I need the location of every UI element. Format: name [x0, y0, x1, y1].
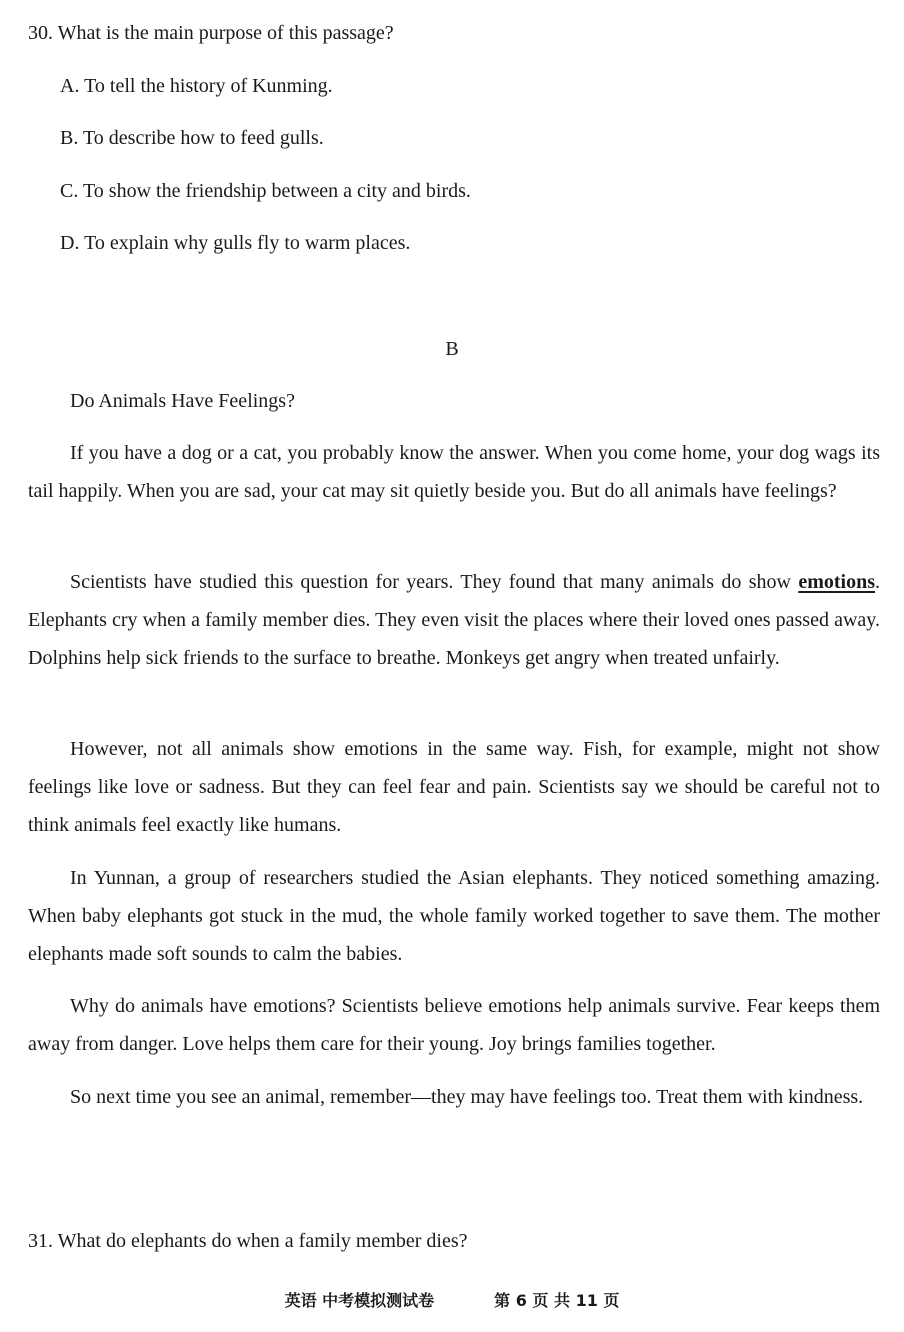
passage-paragraph-1: If you have a dog or a cat, you probably know the answer. When you come home, your dog wags its tail happily. When you are sad, your cat may sit quietly beside you. But do all animals have feelings? — [28, 442, 880, 502]
passage-paragraph-2 — [28, 563, 880, 677]
passage-paragraph-3: However, not all animals show emotions in the same way. Fish, for example, might not show feelings like love or sadness. But they can feel fear and pain. Scientists say we should be careful not to think animals feel exactly like humans. — [28, 738, 880, 836]
question-30-option-c: C. To show the friendship between a city and birds. — [60, 180, 471, 202]
paragraph-2-lead: Scientists have studied this question for years. They found that many animals do show — [70, 571, 799, 593]
question-30-option-a: A. To tell the history of Kunming. — [60, 75, 333, 97]
footer-page-info: 第 6 页 共 11 页 — [494, 1291, 620, 1310]
passage-paragraph-4: In Yunnan, a group of researchers studied the Asian elephants. They noticed something amazing. When baby elephants got stuck in the mud, the whole family worked together to save them. The mother elephants made soft sounds to calm the babies. — [28, 867, 880, 965]
passage-paragraph-6: So next time you see an animal, remember—they may have feelings too. Treat them with kindness. — [70, 1086, 864, 1108]
passage-paragraph-5: Why do animals have emotions? Scientists believe emotions help animals survive. Fear keeps them away from danger. Love helps them care for their young. Joy brings families together. — [28, 995, 880, 1055]
question-31-stem: 31. What do elephants do when a family member dies? — [28, 1230, 468, 1252]
question-30-stem: 30. What is the main purpose of this passage? — [28, 22, 394, 44]
passage-title: Do Animals Have Feelings? — [70, 390, 295, 412]
question-30-option-d: D. To explain why gulls fly to warm places. — [60, 232, 411, 254]
paragraph-2-rest: . Elephants cry when a family member dies. They even visit the places where their loved ones passed away. Dolphins help sick friends to the surface to breathe. Monkeys get angry when treated unfairly. — [28, 571, 880, 669]
footer-exam-name: 英语 中考模拟测试卷 — [284, 1291, 435, 1310]
keyword-emotions: emotions — [798, 571, 875, 593]
section-letter: B — [445, 338, 459, 360]
question-30-option-b: B. To describe how to feed gulls. — [60, 127, 324, 149]
page-footer — [0, 1293, 904, 1309]
